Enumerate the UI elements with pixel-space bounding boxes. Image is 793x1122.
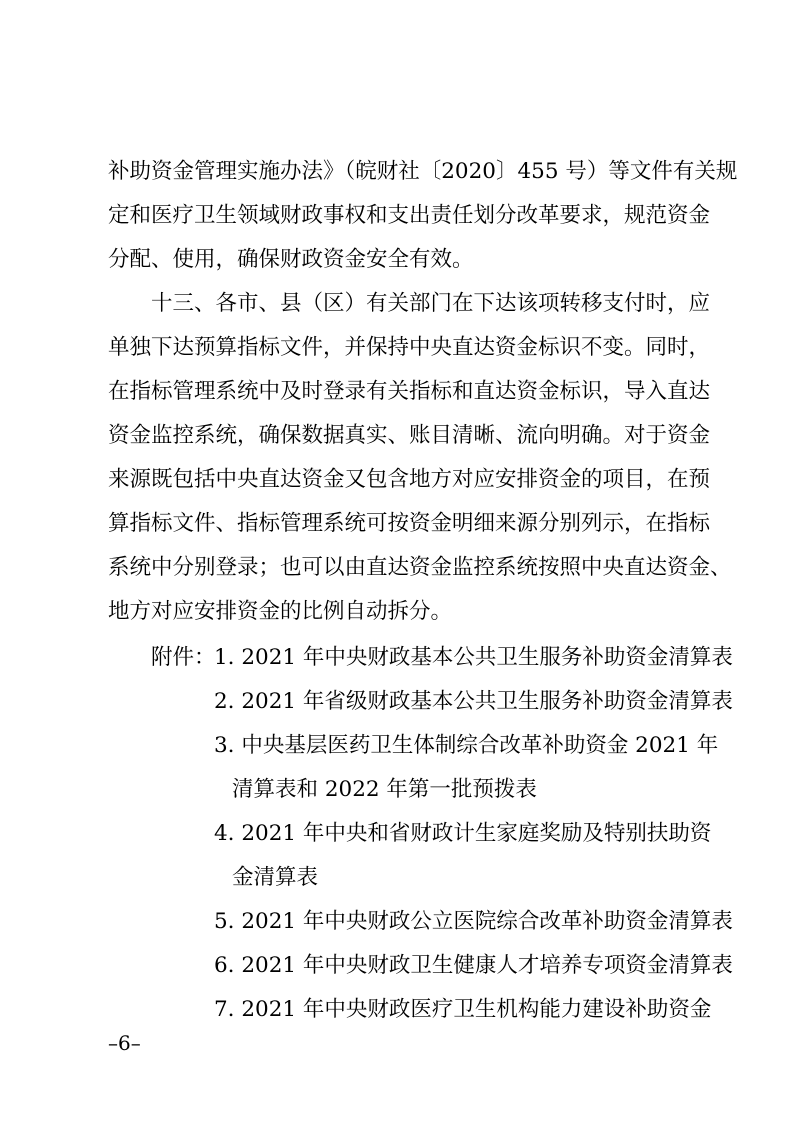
attachment-item: 5. 2021 年中央财政公立医院综合改革补助资金清算表 [214, 909, 733, 934]
body-text-line: 资金监控系统，确保数据真实、账目清晰、流向明确。对于资金 [108, 423, 711, 448]
body-text-line: 在指标管理系统中及时登录有关指标和直达资金标识，导入直达 [108, 379, 711, 404]
attachment-item-continuation: 清算表和 2022 年第一批预拨表 [232, 777, 537, 802]
attachment-item: 6. 2021 年中央财政卫生健康人才培养专项资金清算表 [214, 953, 733, 978]
body-text-line: 分配、使用，确保财政资金安全有效。 [108, 247, 474, 272]
body-text-line: 补助资金管理实施办法》（皖财社〔2020〕455 号）等文件有关规 [108, 159, 738, 184]
body-text-line: 算指标文件、指标管理系统可按资金明细来源分别列示，在指标 [108, 511, 711, 536]
body-text-line: 来源既包括中央直达资金又包含地方对应安排资金的项目，在预 [108, 467, 711, 492]
body-text-line: 定和医疗卫生领域财政事权和支出责任划分改革要求，规范资金 [108, 203, 711, 228]
attachment-item: 1. 2021 年中央财政基本公共卫生服务补助资金清算表 [214, 645, 733, 670]
attachment-item: 7. 2021 年中央财政医疗卫生机构能力建设补助资金 [214, 997, 712, 1022]
attachment-item: 4. 2021 年中央和省财政计生家庭奖励及特别扶助资 [214, 821, 712, 846]
body-text-line: 系统中分别登录；也可以由直达资金监控系统按照中央直达资金、 [108, 555, 732, 580]
attachments-label: 附件： [151, 645, 216, 670]
attachment-item: 3. 中央基层医药卫生体制综合改革补助资金 2021 年 [214, 733, 719, 758]
body-text-line: 地方对应安排资金的比例自动拆分。 [108, 599, 453, 624]
attachment-item: 2. 2021 年省级财政基本公共卫生服务补助资金清算表 [214, 689, 733, 714]
body-text-line: 十三、各市、县（区）有关部门在下达该项转移支付时，应 [151, 291, 711, 316]
attachment-item-continuation: 金清算表 [232, 865, 319, 890]
page-number: –6– [108, 1031, 141, 1055]
body-text-line: 单独下达预算指标文件，并保持中央直达资金标识不变。同时， [108, 335, 711, 360]
